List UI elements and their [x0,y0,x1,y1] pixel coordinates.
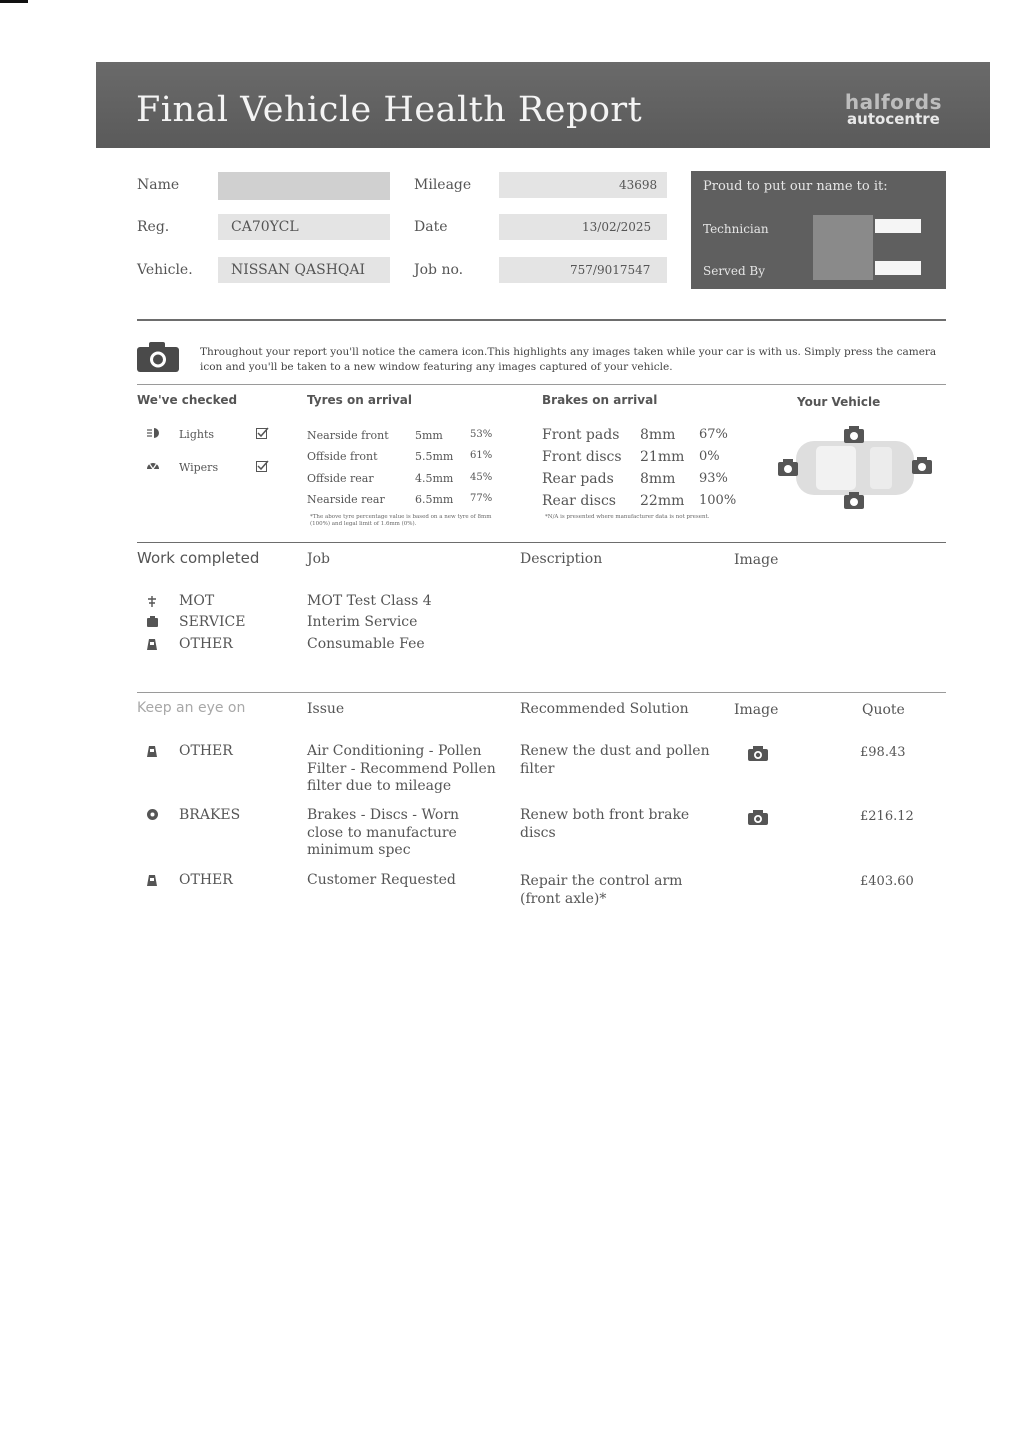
camera-icon-front[interactable] [844,426,864,443]
technician-name-redacted [875,219,921,233]
divider [137,384,946,385]
brand-logo [845,92,942,127]
recommended-solution: Repair the control arm (front axle)* [520,873,683,907]
brake-percent: 67% [699,427,728,442]
col-header-issue: Issue [307,701,345,717]
col-header-quote: Quote [862,702,905,718]
tyre-position: Nearside rear [307,493,385,506]
other-icon [146,745,158,758]
tyre-percent: 53% [470,429,493,440]
col-header-image: Image [734,552,779,568]
reg-label: Reg. [137,219,170,235]
your-vehicle-heading: Your Vehicle [797,395,881,409]
headlight-icon [146,427,160,439]
other-icon [146,874,158,887]
brake-percent: 93% [699,471,728,486]
mileage-value: 43698 [619,178,658,192]
other-icon [146,638,158,651]
tyre-percent: 61% [470,450,493,461]
checkbox-checked-icon [256,427,269,439]
issue-description: Brakes - Discs - Worn close to manufacture minimum spec [307,807,460,858]
recommended-solution: Renew the dust and pollen filter [520,743,710,777]
issue-description: Customer Requested [307,872,456,888]
tyre-position: Offside front [307,450,378,463]
brake-part: Rear discs [542,493,616,509]
tyre-depth: 5mm [415,429,443,442]
tyres-heading: Tyres on arrival [307,393,413,407]
camera-icon[interactable] [747,745,769,762]
served-by-name-redacted [875,261,921,275]
vehicle-value: NISSAN QASHQAI [231,262,366,278]
camera-icon [136,341,180,373]
tyre-depth: 5.5mm [415,450,454,463]
checkbox-checked-icon [256,460,269,472]
brake-value: 22mm [640,493,685,509]
scan-mark [0,0,28,3]
service-icon [146,616,159,628]
brand-name: halfords [844,90,942,114]
work-category: MOT [179,593,215,609]
vehicle-diagram [774,424,936,514]
reg-value: CA70YCL [231,219,299,235]
camera-icon-left[interactable] [778,459,798,476]
brakes-icon [146,808,159,821]
tyre-percent: 77% [470,493,493,504]
work-job: MOT Test Class 4 [307,593,432,609]
staff-photo-redacted [813,215,873,280]
brake-percent: 0% [699,449,720,464]
served-by-label: Served By [703,264,766,278]
issue-description: Air Conditioning - Pollen Filter - Recommend Pollen filter due to mileage [307,743,496,794]
issue-category: OTHER [179,743,233,759]
work-completed-heading: Work completed [137,549,260,567]
job-number-value: 757/9017547 [570,263,651,277]
wiper-icon [146,460,160,472]
work-job: Consumable Fee [307,636,425,652]
tyre-percent: 45% [470,472,493,483]
tyres-footnote: *The above tyre percentage value is based on a new tyre of 8mm (100%) and legal limit of 1.6mm (0%). [310,514,492,527]
tyre-position: Nearside front [307,429,389,442]
staff-heading: Proud to put our name to it: [703,179,888,194]
brand-subtitle: autocentre [847,110,940,128]
divider [137,692,946,693]
name-label: Name [137,177,180,193]
divider [137,542,946,543]
tyre-depth: 4.5mm [415,472,454,485]
work-job: Interim Service [307,614,418,630]
check-item-label: Lights [179,428,215,441]
brakes-heading: Brakes on arrival [542,393,658,407]
brake-percent: 100% [699,493,737,508]
quote-amount: £216.12 [860,809,914,824]
camera-notice: Throughout your report you'll notice the camera icon.This highlights any images taken while your car is with us. Simply press the camera icon and you'll be taken to a new window featuring any images captured of your vehicle. [200,346,937,373]
divider [137,319,946,321]
quote-amount: £403.60 [860,874,914,889]
tyre-depth: 6.5mm [415,493,454,506]
date-label: Date [414,219,448,235]
brake-part: Front discs [542,449,622,465]
mot-icon [146,595,158,608]
col-header-job: Job [307,551,331,567]
page-title: Final Vehicle Health Report [136,90,643,130]
tyre-position: Offside rear [307,472,374,485]
recommended-solution: Renew both front brake discs [520,807,690,841]
col-header-solution: Recommended Solution [520,701,689,717]
name-redacted [218,172,390,200]
date-value: 13/02/2025 [582,220,652,234]
col-header-image: Image [734,702,779,718]
job-number-label: Job no. [414,262,464,278]
brake-value: 21mm [640,449,685,465]
issue-category: BRAKES [179,807,241,823]
work-category: OTHER [179,636,233,652]
brake-value: 8mm [640,471,676,487]
mileage-label: Mileage [414,177,472,193]
brake-part: Front pads [542,427,620,443]
camera-icon-right[interactable] [912,457,932,474]
col-header-description: Description [520,551,603,567]
vehicle-label: Vehicle. [137,262,193,278]
technician-label: Technician [703,222,769,236]
keep-an-eye-on-heading: Keep an eye on [137,700,246,716]
staff-panel [691,171,946,289]
brake-part: Rear pads [542,471,614,487]
work-category: SERVICE [179,614,246,630]
report-header [96,62,990,148]
brake-value: 8mm [640,427,676,443]
check-item-label: Wipers [179,461,219,474]
camera-icon[interactable] [747,809,769,826]
brakes-footnote: *N/A is presented where manufacturer data is not present. [545,514,710,520]
checked-heading: We've checked [137,393,238,407]
quote-amount: £98.43 [860,745,906,760]
issue-category: OTHER [179,872,233,888]
